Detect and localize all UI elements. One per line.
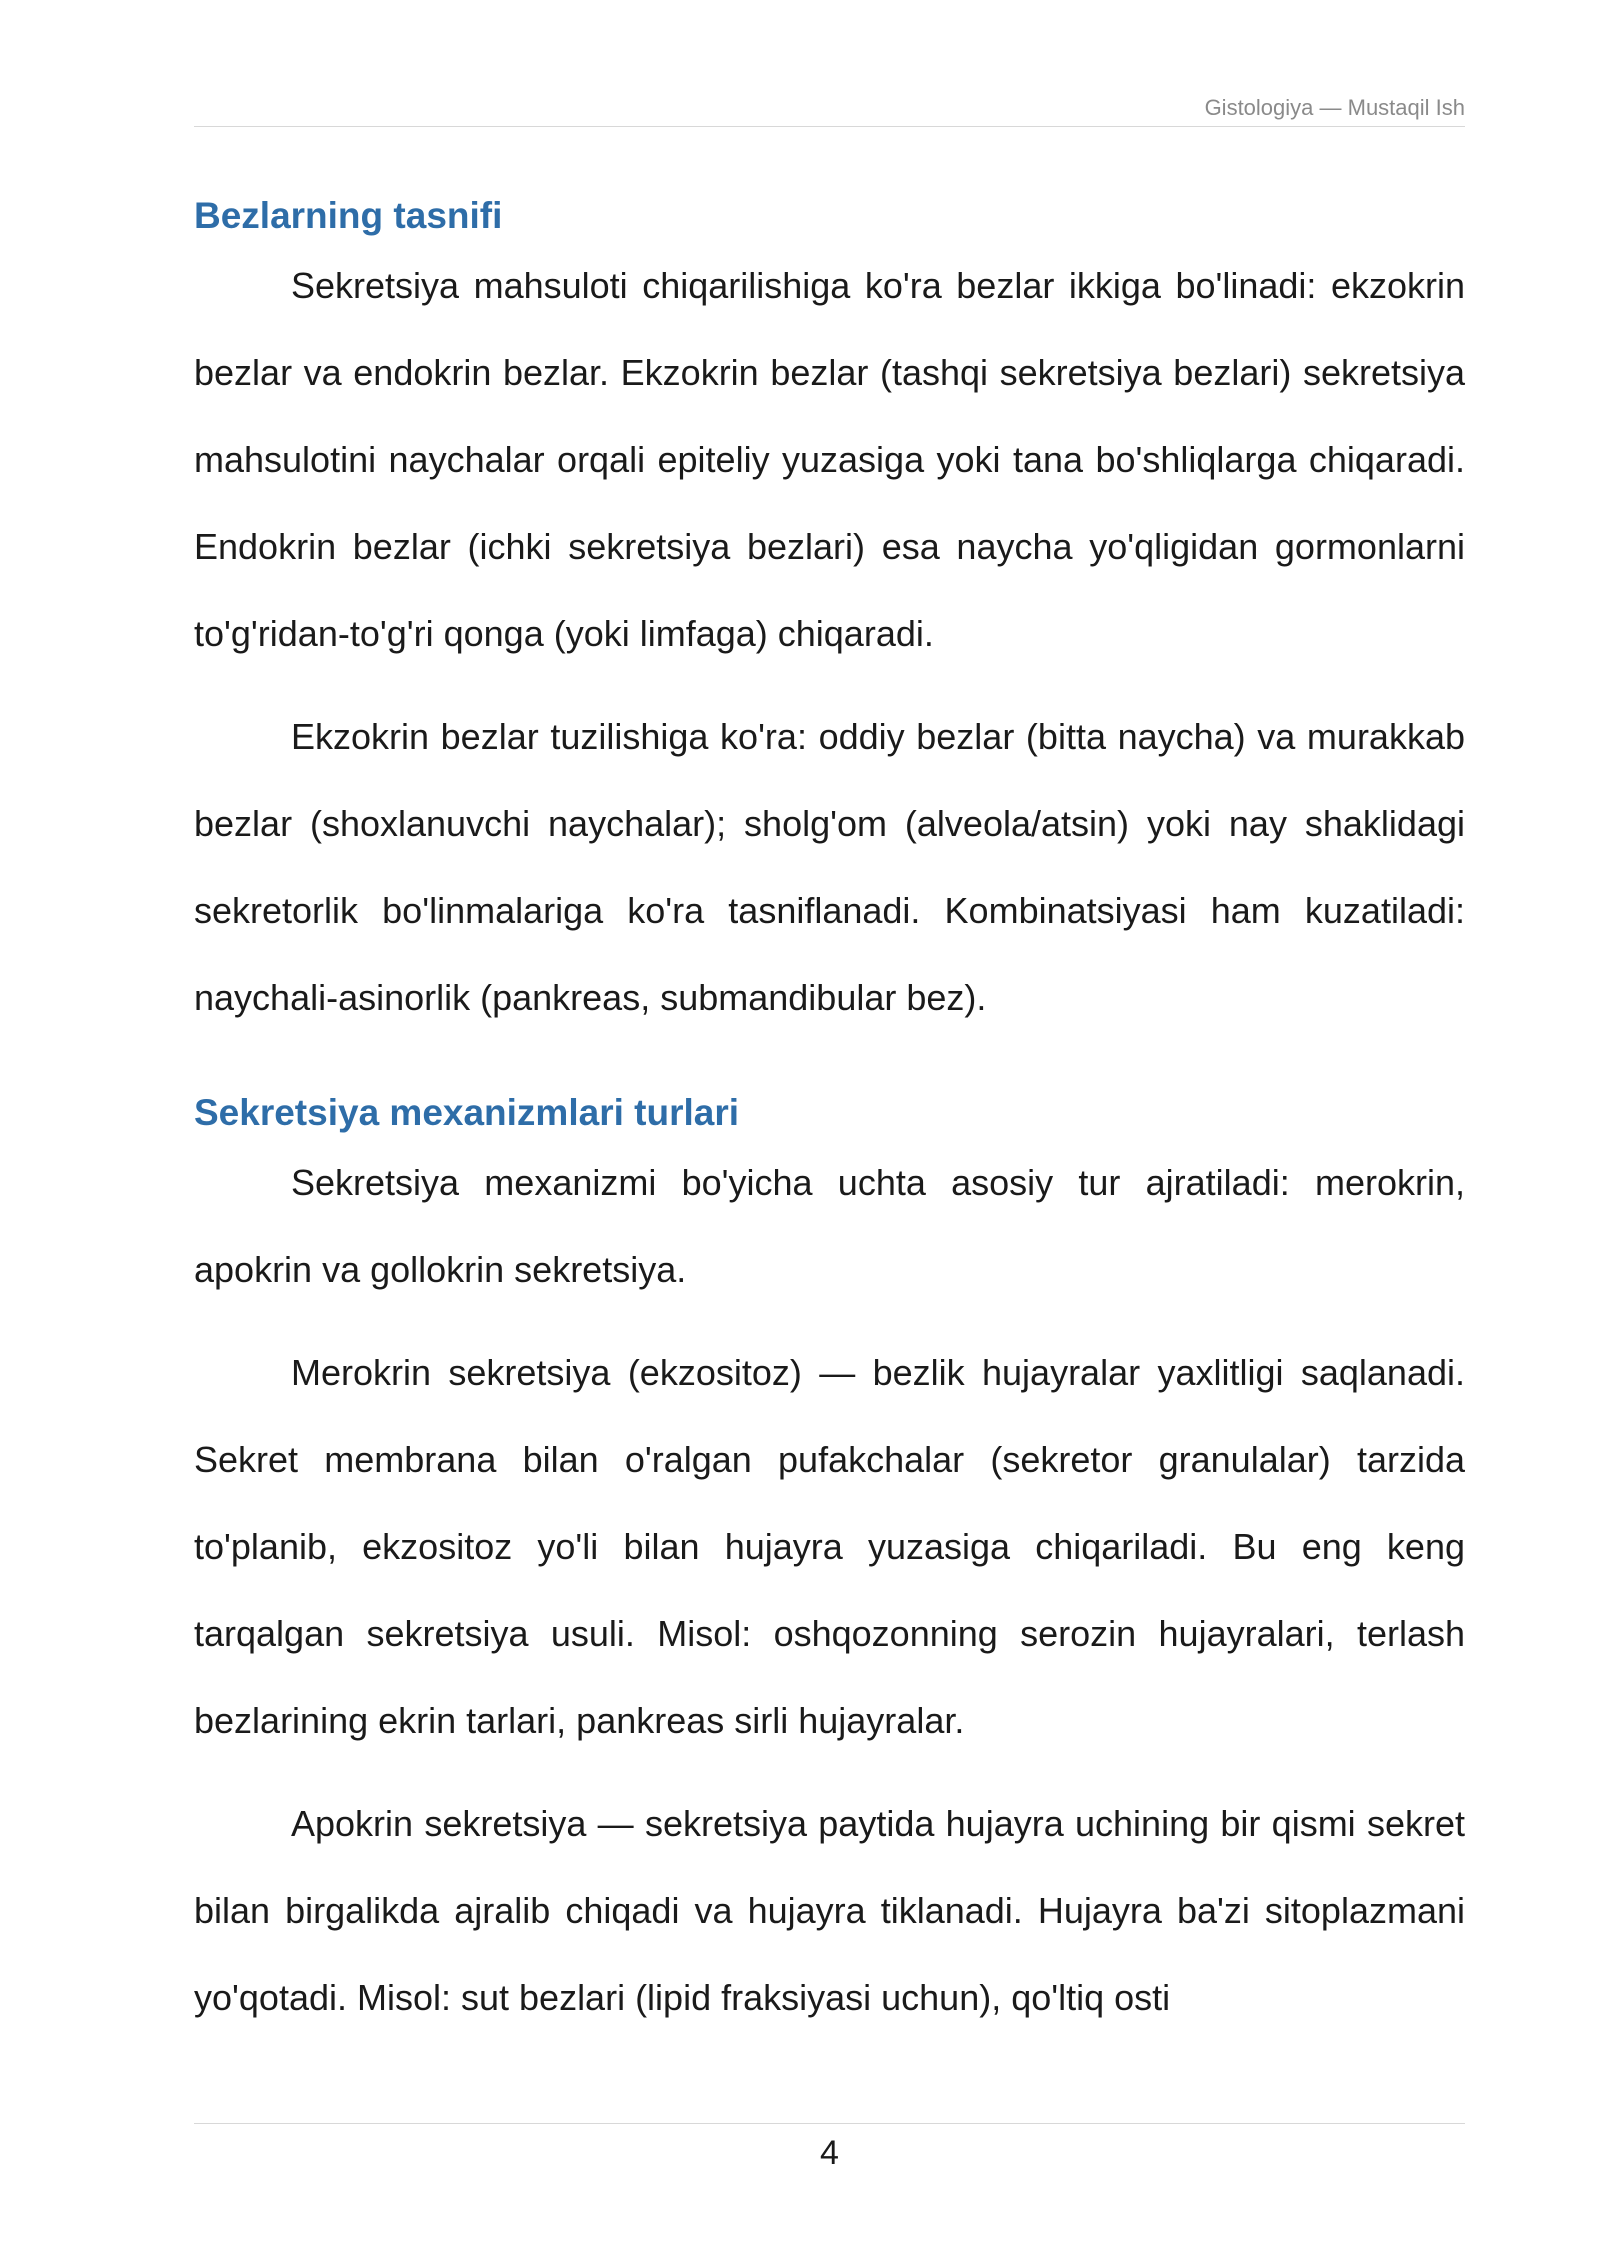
section-secretion-mechanisms (194, 1087, 1465, 2041)
running-header (194, 90, 1465, 127)
section-heading: Bezlarning tasnifi (194, 195, 503, 236)
body-paragraph: Merokrin sekretsiya (ekzositoz) — bezlik hujayralar yaxlitligi saqlanadi. Sekret membrana bilan o'ralgan pufakchalar (sekretor granulalar) tarzida to'planib, ekzositoz yo'li bilan hujayra yuzasiga chiqariladi. Bu eng keng tarqalgan sekretsiya usuli. Misol: oshqozonning serozin hujayralari, terlash bezlarining ekrin tarlari, pankreas sirli hujayralar. (194, 1352, 1465, 1741)
page-number: 4 (820, 2134, 839, 2172)
running-title: Gistologiya — Mustaqil Ish (1204, 95, 1465, 120)
page-content (194, 190, 1465, 2057)
body-paragraph: Ekzokrin bezlar tuzilishiga ko'ra: oddiy bezlar (bitta naycha) va murakkab bezlar (shoxlanuvchi naychalar); sholg'om (alveola/atsin) yoki nay shaklidagi sekretorlik bo'linmalariga ko'ra tasniflanadi. Kombinatsiyasi ham kuzatiladi: naychali-asinorlik (pankreas, submandibular bez). (194, 716, 1465, 1018)
body-paragraph: Apokrin sekretsiya — sekretsiya paytida hujayra uchining bir qismi sekret bilan birgalikda ajralib chiqadi va hujayra tiklanadi. Hujayra ba'zi sitoplazmani yo'qotadi. Misol: sut bezlari (lipid fraksiyasi uchun), qo'ltiq osti (194, 1803, 1465, 2018)
body-paragraph: Sekretsiya mahsuloti chiqarilishiga ko'ra bezlar ikkiga bo'linadi: ekzokrin bezlar va endokrin bezlar. Ekzokrin bezlar (tashqi sekretsiya bezlari) sekretsiya mahsulotini naychalar orqali epiteliy yuzasiga yoki tana bo'shliqlarga chiqaradi. Endokrin bezlar (ichki sekretsiya bezlari) esa naycha yo'qligidan gormonlarni to'g'ridan-to'g'ri qonga (yoki limfaga) chiqaradi. (194, 265, 1465, 654)
section-classification (194, 190, 1465, 1041)
body-paragraph: Sekretsiya mexanizmi bo'yicha uchta asosiy tur ajratiladi: merokrin, apokrin va gollokrin sekretsiya. (194, 1162, 1465, 1290)
section-heading: Sekretsiya mexanizmlari turlari (194, 1092, 740, 1133)
page-footer (194, 2123, 1465, 2173)
